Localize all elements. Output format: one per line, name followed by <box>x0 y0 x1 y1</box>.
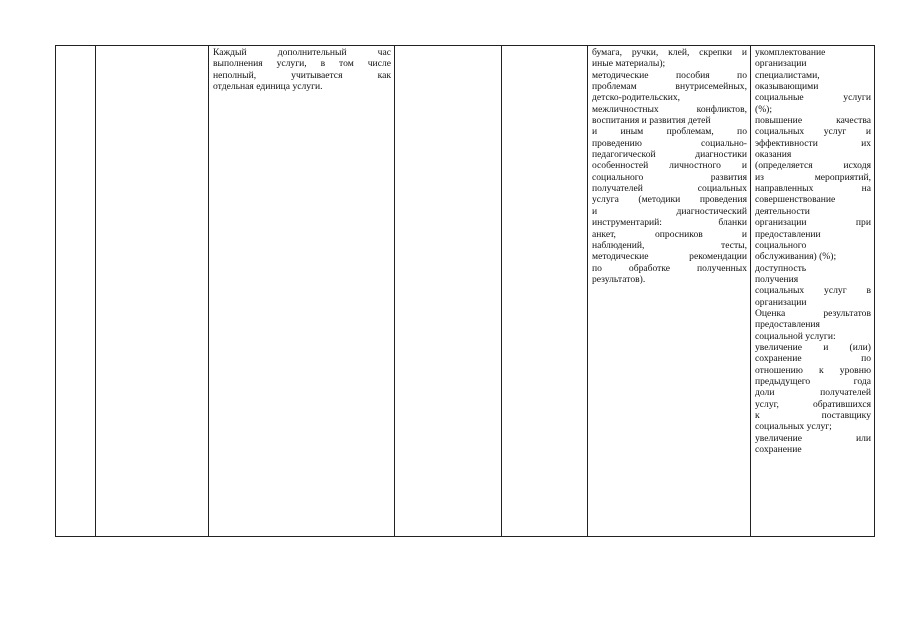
table-cell-col-2 <box>96 46 209 537</box>
cell-text-line: предыдущего года <box>755 375 871 387</box>
table-cell-col-4 <box>395 46 502 537</box>
cell-text-line: сохранение по <box>755 353 871 365</box>
cell-text-line: предоставления <box>755 319 820 331</box>
cell-text-line: социальные услуги <box>755 92 871 104</box>
cell-text-line: и иным проблемам, по <box>592 126 747 138</box>
table-cell-col-7-quality-indicators <box>751 46 875 537</box>
cell-text-line: организации <box>755 296 807 308</box>
cell-text-line: предоставлении <box>755 228 821 240</box>
table-row <box>56 46 875 537</box>
cell-text-line: методические пособия по <box>592 69 747 81</box>
table-cell-col-1 <box>56 46 96 537</box>
cell-text-line: социального <box>755 239 807 251</box>
cell-text-line: социальных услуг; <box>755 421 832 433</box>
cell-text-line: эффективности их <box>755 137 871 149</box>
cell-text-line: увеличение или <box>755 432 871 444</box>
cell-text-line: (%); <box>755 103 773 115</box>
cell-text-line: иные материалы); <box>592 58 666 70</box>
cell-text-line: деятельности <box>755 205 810 217</box>
cell-text-line: доступность <box>755 262 807 274</box>
cell-text-line: совершенствование <box>755 194 836 206</box>
table-cell-col-3-unit-note <box>209 46 395 537</box>
cell-text-line: по обработке полученных <box>592 262 747 274</box>
table-cell-col-6-materials <box>588 46 751 537</box>
table-cell-col-5 <box>502 46 588 537</box>
cell-text-line: социальной услуги: <box>755 330 836 342</box>
cell-text-line: доли получателей <box>755 387 871 399</box>
cell-text-line: к поставщику <box>755 410 871 421</box>
cell-text-line: отношению к уровню <box>755 364 871 376</box>
cell-text-line: получения <box>755 273 799 285</box>
cell-text-line: наблюдений, тесты, <box>592 239 747 251</box>
cell-text-line: услуг, обратившихся <box>755 398 871 410</box>
cell-text-line: методические рекомендации <box>592 251 747 263</box>
cell-text-line: организации <box>755 58 807 70</box>
cell-text-line: социальных услуг и <box>755 126 871 138</box>
cell-text-line: выполнения услуги, в том числе <box>213 58 391 70</box>
cell-text-line: из мероприятий, <box>755 171 871 183</box>
cell-text-line: обслуживания) (%); <box>755 251 837 263</box>
cell-text-line: особенностей личностного и <box>592 160 747 172</box>
cell-text-line: направленных на <box>755 183 871 195</box>
cell-text-line: воспитания и развития детей <box>592 115 711 127</box>
cell-text-line: услуга (методики проведения <box>592 194 747 206</box>
cell-text-line: специалистами, <box>755 69 820 81</box>
cell-text-line: детско-родительских, <box>592 92 681 104</box>
cell-text-line: организации при <box>755 217 871 229</box>
cell-text-line: получателей социальных <box>592 183 747 195</box>
cell-text-line: увеличение и (или) <box>755 341 871 353</box>
cell-text-line: и диагностический <box>592 205 747 217</box>
cell-text-line: бумага, ручки, клей, скрепки и <box>592 47 747 58</box>
cell-text-line: педагогической диагностики <box>592 149 747 161</box>
cell-text-line: оказания <box>755 149 792 161</box>
cell-text-line: анкет, опросников и <box>592 228 747 240</box>
cell-text-line: укомплектование <box>755 47 826 58</box>
services-table <box>55 45 875 537</box>
cell-text-line: неполный, учитывается как <box>213 69 391 81</box>
cell-text-line: инструментарий: бланки <box>592 217 747 229</box>
cell-text-line: социальных услуг в <box>755 285 871 297</box>
cell-text-line: оказывающими <box>755 81 819 93</box>
cell-text-line: Каждый дополнительный час <box>213 47 391 58</box>
cell-text-line: результатов). <box>592 273 646 285</box>
cell-text-line: проведению социально- <box>592 137 747 149</box>
cell-text-line: межличностных конфликтов, <box>592 103 747 115</box>
cell-text-line: (определяется исходя <box>755 160 871 172</box>
cell-text-line: проблемам внутрисемейных, <box>592 81 747 93</box>
cell-text-line: отдельная единица услуги. <box>213 81 323 93</box>
cell-text-line: социального развития <box>592 171 747 183</box>
cell-text-line: Оценка результатов <box>755 307 871 319</box>
cell-text-line: повышение качества <box>755 115 871 127</box>
cell-text-line: сохранение <box>755 444 802 456</box>
